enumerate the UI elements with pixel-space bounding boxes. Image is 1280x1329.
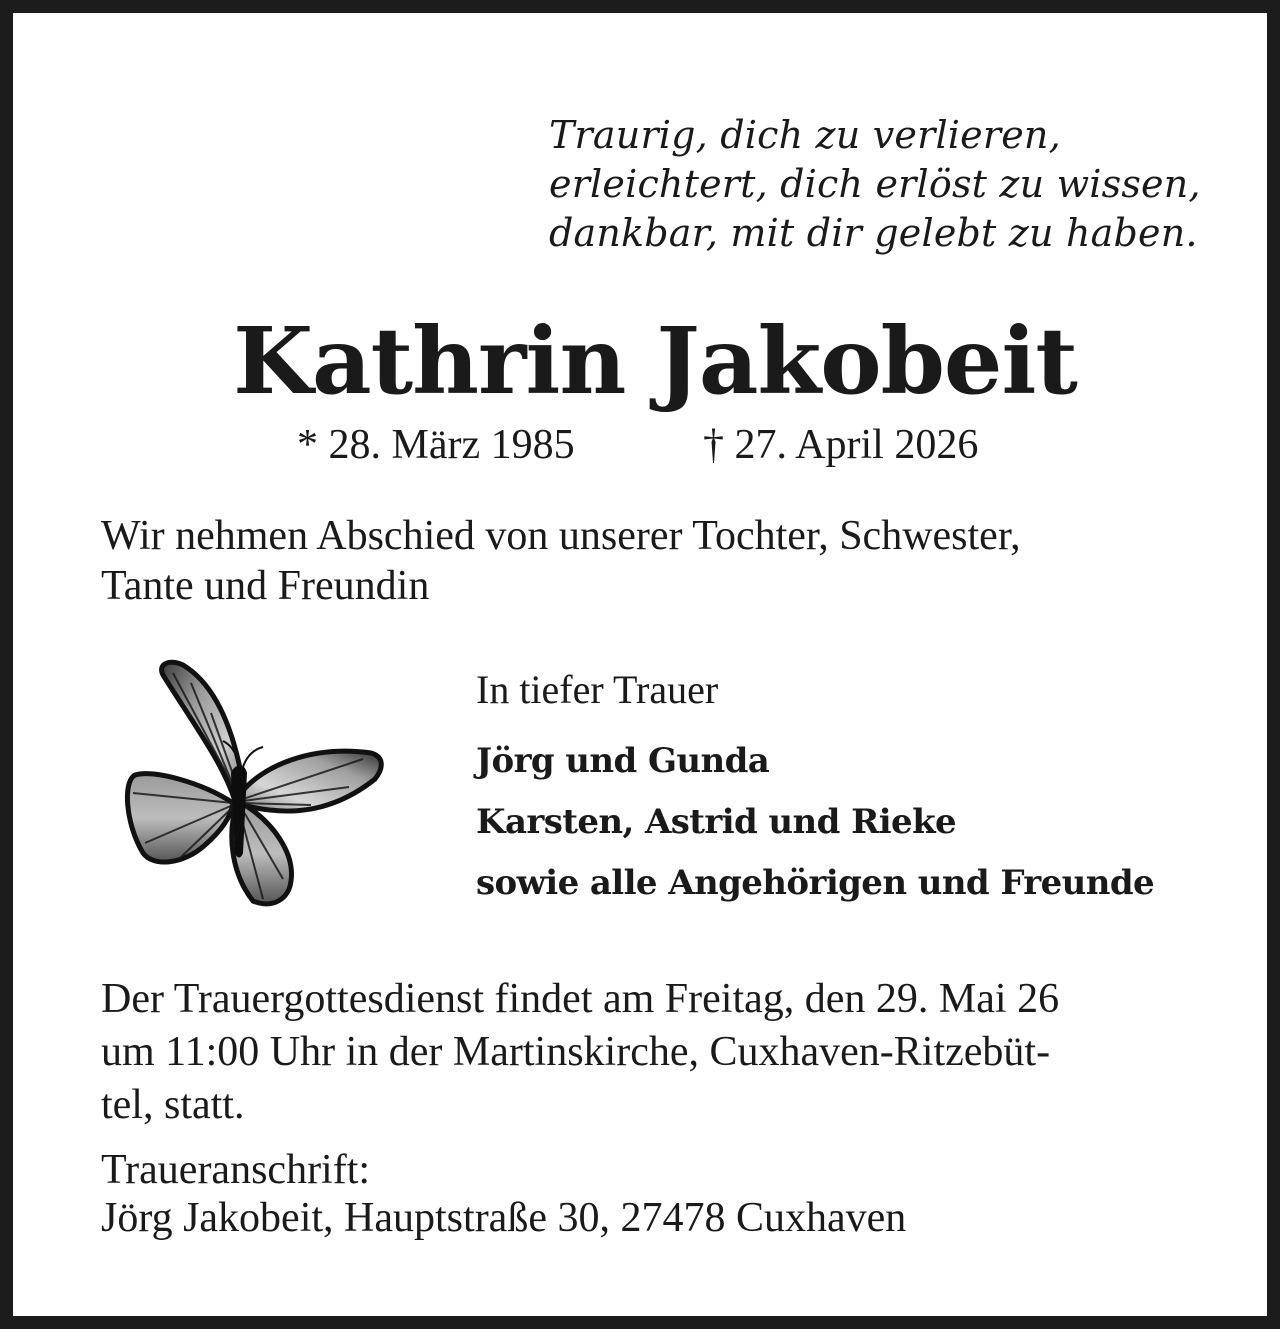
- mourner-name-line: Karsten, Astrid und Rieke: [476, 802, 957, 842]
- butterfly-icon: [113, 653, 393, 913]
- mourner-name-line: Jörg und Gunda: [476, 741, 770, 781]
- death-date: † 27. April 2026: [703, 422, 979, 468]
- deceased-name: Kathrin Jakobeit: [233, 307, 1077, 415]
- service-line: um 11:00 Uhr in der Martinskirche, Cuxhaven-Ritzebüt-: [101, 1029, 1051, 1075]
- mourners-intro: In tiefer Trauer: [476, 667, 719, 712]
- mourners-block: [476, 665, 1236, 914]
- farewell-line: Tante und Freundin: [101, 563, 430, 609]
- service-line: tel, statt.: [101, 1082, 245, 1128]
- address-label: Traueranschrift:: [101, 1147, 371, 1193]
- motto-line: erleichtert, dich erlöst zu wissen,: [549, 162, 1201, 206]
- motto-line: Traurig, dich zu verlieren,: [549, 113, 1061, 157]
- condolence-address: [101, 1146, 1221, 1242]
- birth-date: * 28. März 1985: [297, 422, 575, 468]
- service-line: Der Trauergottesdienst findet am Freitag, den 29. Mai 26: [101, 976, 1060, 1022]
- farewell-line: Wir nehmen Abschied von unserer Tochter, Schwester,: [101, 513, 1021, 559]
- service-announcement: [101, 973, 1221, 1132]
- address-value: Jörg Jakobeit, Hauptstraße 30, 27478 Cuxhaven: [101, 1195, 907, 1241]
- farewell-text: [101, 511, 1211, 611]
- mourner-name-line: sowie alle Angehörigen und Freunde: [476, 863, 1155, 903]
- motto-verse: [549, 111, 1249, 258]
- motto-line: dankbar, mit dir gelebt zu haben.: [549, 211, 1198, 255]
